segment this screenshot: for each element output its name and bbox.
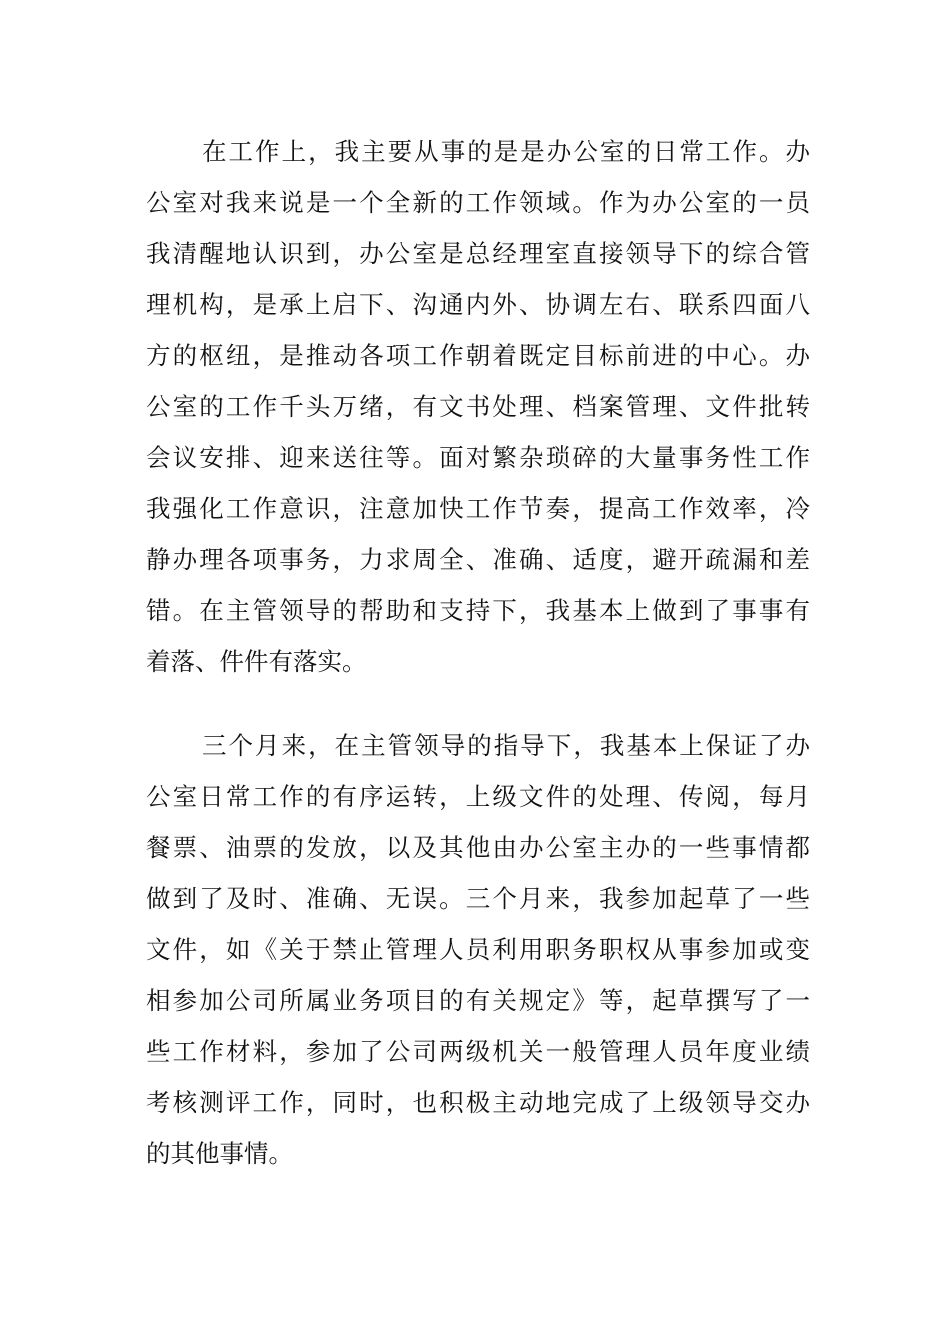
text-line: 公室的工作千头万绪，有文书处理、档案管理、文件批转 <box>146 392 810 421</box>
text-line: 我强化工作意识，注意加快工作节奏，提高工作效率，冷 <box>146 494 810 523</box>
text-line: 相参加公司所属业务项目的有关规定》等，起草撰写了一 <box>146 986 810 1015</box>
text-line: 静办理各项事务，力求周全、准确、适度，避开疏漏和差 <box>146 545 810 574</box>
text-line: 三个月来，在主管领导的指导下，我基本上保证了办 <box>202 731 810 760</box>
text-line: 做到了及时、准确、无误。三个月来，我参加起草了一些 <box>146 884 810 913</box>
paragraph-work-duties <box>146 126 810 687</box>
paragraph-three-month-summary <box>146 720 810 1179</box>
text-line: 些工作材料，参加了公司两级机关一般管理人员年度业绩 <box>146 1037 810 1066</box>
text-line: 我清醒地认识到，办公室是总经理室直接领导下的综合管 <box>146 239 810 268</box>
text-line: 错。在主管领导的帮助和支持下，我基本上做到了事事有 <box>146 596 810 625</box>
text-line: 理机构，是承上启下、沟通内外、协调左右、联系四面八 <box>146 290 810 319</box>
text-line: 的其他事情。 <box>146 1139 293 1168</box>
text-line: 公室日常工作的有序运转，上级文件的处理、传阅，每月 <box>146 782 810 811</box>
text-line: 会议安排、迎来送往等。面对繁杂琐碎的大量事务性工作 <box>146 443 810 472</box>
text-line: 着落、件件有落实。 <box>146 647 367 676</box>
text-line: 公室对我来说是一个全新的工作领域。作为办公室的一员 <box>146 188 810 217</box>
text-line: 餐票、油票的发放，以及其他由办公室主办的一些事情都 <box>146 833 810 862</box>
text-line: 在工作上，我主要从事的是是办公室的日常工作。办 <box>202 137 810 166</box>
text-line: 文件，如《关于禁止管理人员利用职务职权从事参加或变 <box>146 935 810 964</box>
text-line: 考核测评工作，同时，也积极主动地完成了上级领导交办 <box>146 1088 810 1117</box>
text-line: 方的枢纽，是推动各项工作朝着既定目标前进的中心。办 <box>146 341 810 370</box>
